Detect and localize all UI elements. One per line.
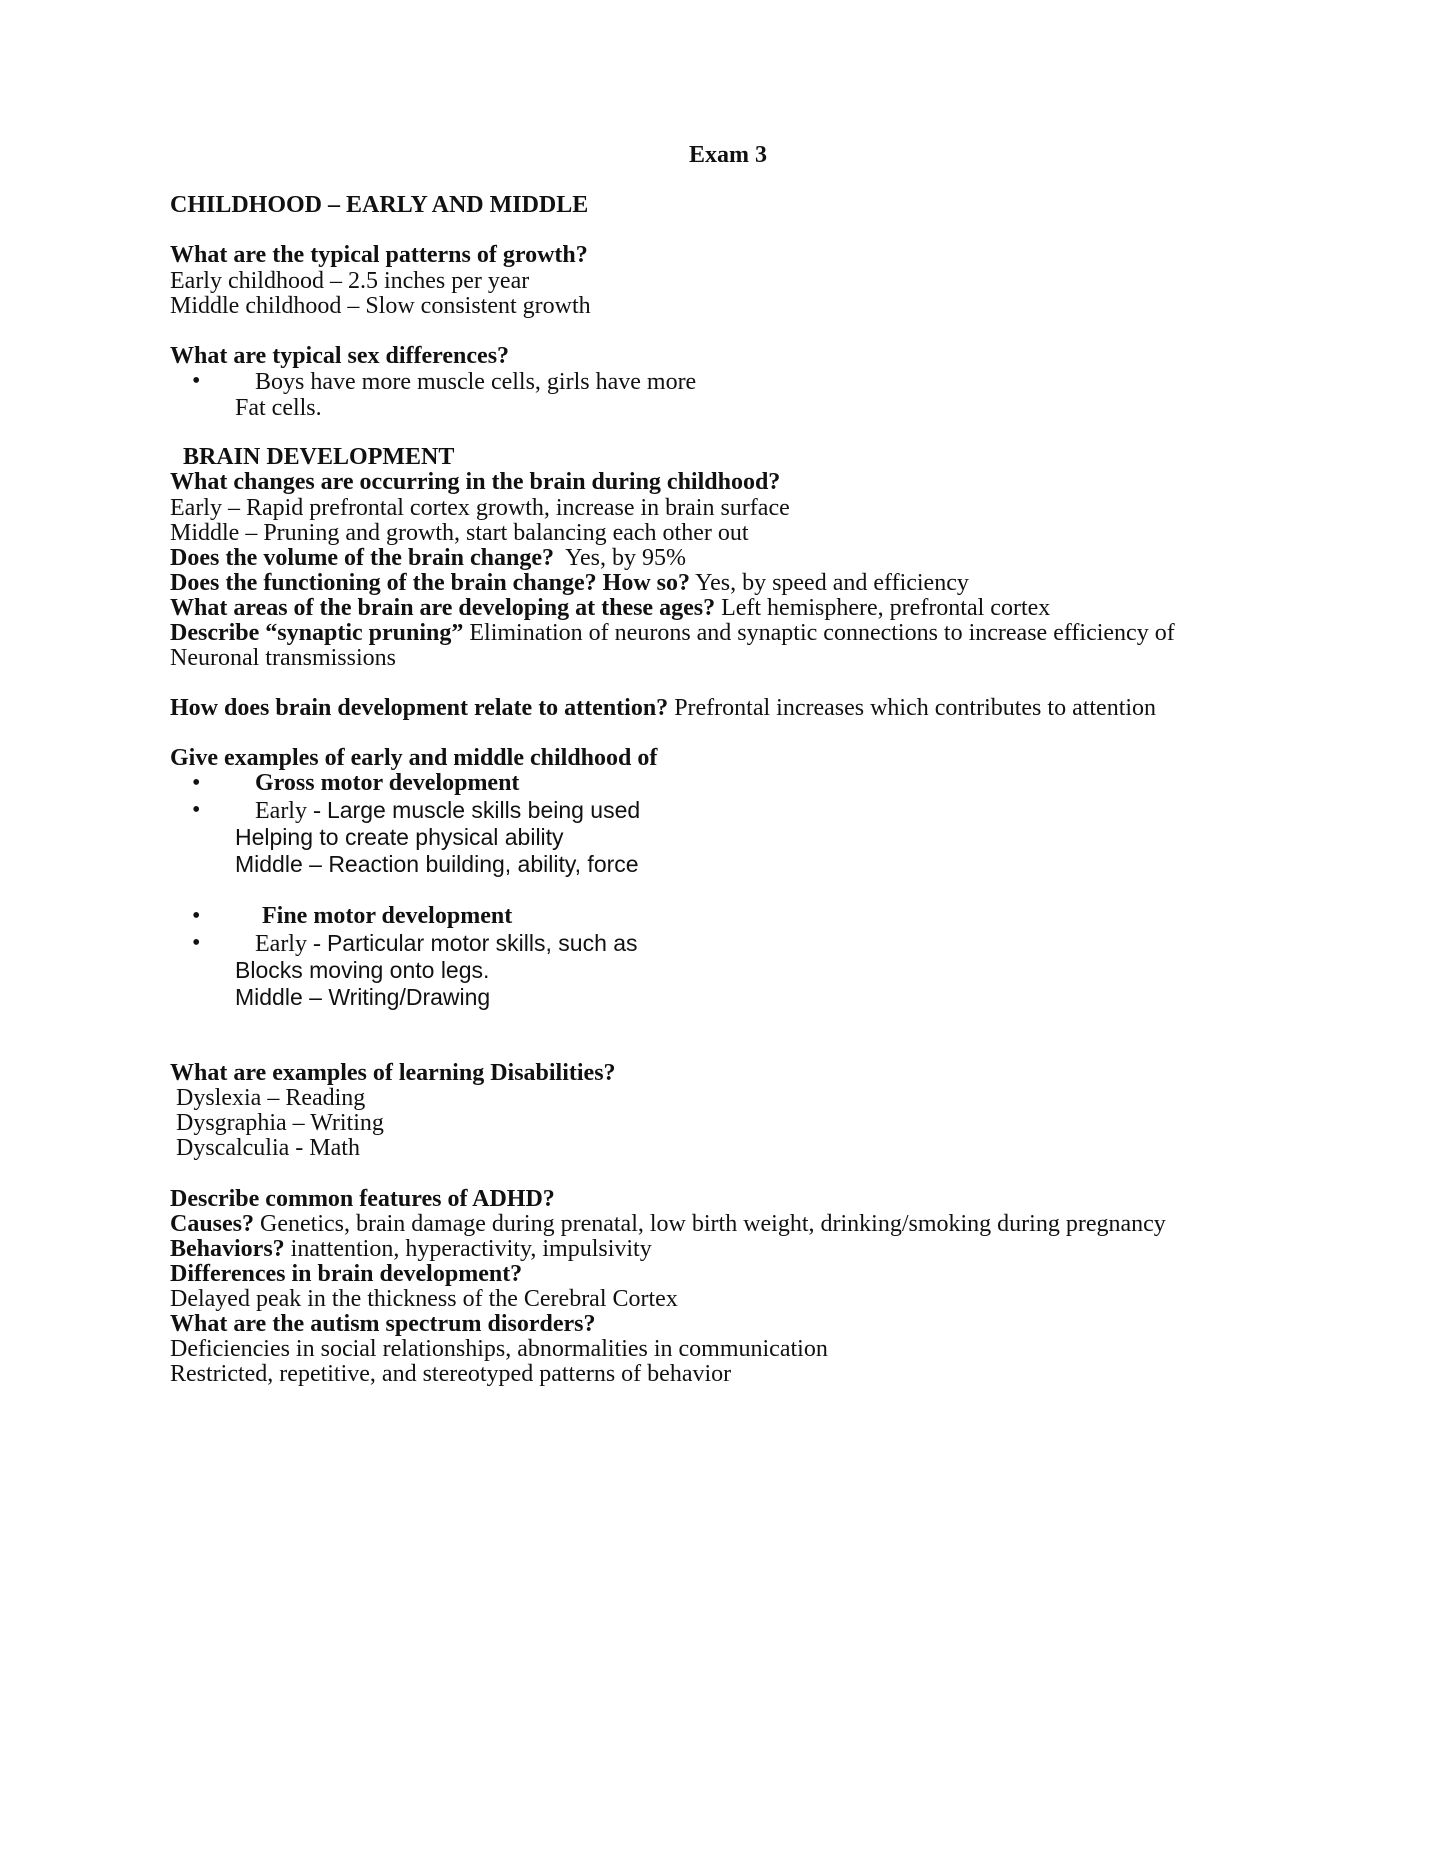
answer-autism-line1: Deficiencies in social relationships, abnormalities in communication [170, 1336, 828, 1362]
question-synaptic-pruning: Describe “synaptic pruning” [170, 620, 464, 646]
bullet-icon: • [192, 930, 201, 956]
question-brain-areas: What areas of the brain are developing at these ages? [170, 595, 716, 621]
answer-autism-line2: Restricted, repetitive, and stereotyped patterns of behavior [170, 1361, 732, 1387]
question-brain-changes: What changes are occurring in the brain during childhood? [170, 469, 781, 495]
answer-attention: Prefrontal increases which contributes to attention [674, 695, 1157, 721]
fine-early-cont: Blocks moving onto legs. [235, 957, 490, 983]
list-item: Dyscalculia - Math [176, 1135, 360, 1161]
document-title: Exam 3 [689, 142, 767, 168]
question-growth: What are the typical patterns of growth? [170, 242, 588, 268]
answer-brain-early: Early – Rapid prefrontal cortex growth, increase in brain surface [170, 495, 790, 521]
section-heading-brain: BRAIN DEVELOPMENT [183, 444, 455, 470]
adhd-behaviors-label: Behaviors? [170, 1236, 285, 1262]
question-brain-differences: Differences in brain development? [170, 1261, 523, 1287]
gross-early-cont: Helping to create physical ability [235, 824, 564, 850]
bullet-icon: • [192, 797, 201, 823]
fine-early-label: Early - [255, 931, 327, 957]
section-heading-childhood: CHILDHOOD – EARLY AND MIDDLE [170, 192, 589, 218]
adhd-causes-label: Causes? [170, 1211, 255, 1237]
question-adhd: Describe common features of ADHD? [170, 1186, 555, 1212]
list-item: Dyslexia – Reading [176, 1085, 366, 1111]
question-brain-volume: Does the volume of the brain change? [170, 545, 554, 571]
question-motor: Give examples of early and middle childhood of [170, 745, 658, 771]
question-attention: How does brain development relate to attention? [170, 695, 669, 721]
gross-early-text: Large muscle skills being used [326, 797, 641, 823]
list-item: Dysgraphia – Writing [176, 1110, 384, 1136]
answer-brain-middle: Middle – Pruning and growth, start balancing each other out [170, 520, 749, 546]
heading-gross-motor: Gross motor development [255, 770, 520, 796]
qa-attention [170, 693, 1156, 723]
answer-sex-line1: Boys have more muscle cells, girls have more [255, 369, 697, 395]
answer-synaptic-pruning-cont: Neuronal transmissions [170, 645, 396, 671]
answer-brain-areas: Left hemisphere, prefrontal cortex [721, 595, 1051, 621]
answer-sex-line2: Fat cells. [235, 395, 322, 421]
bullet-icon: • [192, 903, 201, 929]
adhd-behaviors-text: inattention, hyperactivity, impulsivity [290, 1236, 652, 1262]
adhd-causes-text: Genetics, brain damage during prenatal, low birth weight, drinking/smoking during pregnancy [260, 1211, 1166, 1237]
fine-early-text: Particular motor skills, such as [326, 930, 638, 956]
heading-fine-motor: Fine motor development [262, 903, 513, 929]
question-learning-disabilities: What are examples of learning Disabilities? [170, 1060, 616, 1086]
bullet-icon: • [192, 770, 201, 796]
question-sex-differences: What are typical sex differences? [170, 343, 510, 369]
gross-middle: Middle – Reaction building, ability, force [235, 851, 639, 877]
question-brain-function: Does the functioning of the brain change? How so? [170, 570, 691, 596]
fine-middle: Middle – Writing/Drawing [235, 984, 491, 1010]
gross-early-label: Early - [255, 798, 327, 824]
answer-growth-middle: Middle childhood – Slow consistent growth [170, 293, 591, 319]
question-autism: What are the autism spectrum disorders? [170, 1311, 596, 1337]
answer-synaptic-pruning: Elimination of neurons and synaptic connections to increase efficiency of [469, 620, 1175, 646]
answer-brain-volume: Yes, by 95% [565, 545, 687, 571]
answer-brain-differences: Delayed peak in the thickness of the Cerebral Cortex [170, 1286, 678, 1312]
answer-growth-early: Early childhood – 2.5 inches per year [170, 268, 530, 294]
bullet-icon: • [192, 368, 201, 394]
answer-brain-function: Yes, by speed and efficiency [695, 570, 969, 596]
